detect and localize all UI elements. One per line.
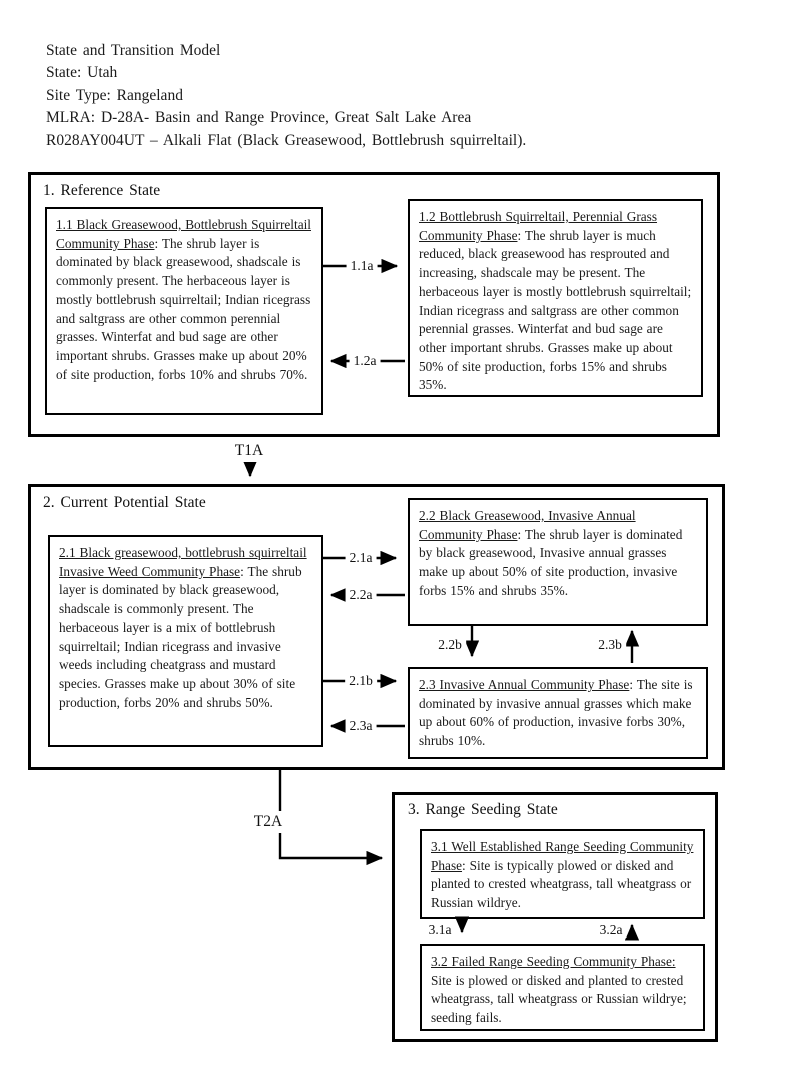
phase-body-2-2: : The shrub layer is dominated by black greasewood, Invasive annual grasses make up about 50% of site production, invasive forbs 15% and shrubs 35%. bbox=[419, 526, 683, 598]
phase-title-1-2: 1.2 Bottlebrush Squirreltail, Perennial Grass Community Phase bbox=[419, 209, 658, 243]
state-box-2-current-potential bbox=[28, 484, 725, 770]
document-header bbox=[46, 40, 756, 152]
transition-label-t2a: T2A bbox=[248, 811, 288, 833]
phase-box-2-1 bbox=[48, 535, 323, 747]
phase-body-1-2: : The shrub layer is much reduced, black greasewood has resprouted and increasing, shadscale may be present. The herbaceous layer is mostly bottlebrush squirreltail; Indian ricegrass and saltgrass are other common perennial grasses. Winterfat and bud sage are other important shrubs. Grasses make up about 50% of site production, forbs 15% and shrubs 35%. bbox=[419, 227, 692, 393]
state-box-3-range-seeding bbox=[392, 792, 718, 1042]
header-line-title: State and Transition Model bbox=[46, 42, 221, 59]
phase-box-2-3 bbox=[408, 667, 708, 759]
pathway-label-3-1a: 3.1a bbox=[425, 922, 456, 938]
pathway-label-3-2a: 3.2a bbox=[596, 922, 627, 938]
header-line-mlra: MLRA: D-28A- Basin and Range Province, Great Salt Lake Area bbox=[46, 109, 472, 127]
pathway-label-1-2a: 1.2a bbox=[350, 353, 381, 369]
header-line-site-type: Site Type: Rangeland bbox=[46, 86, 183, 104]
phase-title-1-1: 1.1 Black Greasewood, Bottlebrush Squirreltail Community Phase bbox=[56, 217, 311, 251]
pathway-label-2-1b: 2.1b bbox=[345, 673, 377, 689]
pathway-label-2-3a: 2.3a bbox=[346, 718, 377, 734]
pathway-label-2-3b: 2.3b bbox=[594, 637, 626, 653]
phase-title-3-1: 3.1 Well Established Range Seeding Community Phase bbox=[431, 839, 694, 873]
phase-body-2-1: : The shrub layer is dominated by black greasewood, shadscale is commonly present. The herbaceous layer is a mix of bottlebrush squirreltail; Indian ricegrass and invasive weeds including cheatgrass and mustard species. Grasses make up about 30% of site production, forbs 20% and shrubs 50%. bbox=[59, 563, 302, 710]
pathway-label-2-2a: 2.2a bbox=[346, 587, 377, 603]
phase-box-3-1 bbox=[420, 829, 705, 919]
state-title-1: 1. Reference State bbox=[43, 182, 161, 199]
arrow-t2a bbox=[280, 770, 382, 858]
phase-box-2-2 bbox=[408, 498, 708, 626]
phase-body-3-1: : Site is typically plowed or disked and planted to crested wheatgrass, tall wheatgrass or Russian wildrye. bbox=[431, 857, 692, 911]
phase-box-1-1 bbox=[45, 207, 323, 415]
header-line-state: State: Utah bbox=[46, 64, 118, 82]
phase-title-2-2: 2.2 Black Greasewood, Invasive Annual Community Phase bbox=[419, 508, 636, 542]
transition-label-t1a: T1A bbox=[229, 440, 269, 462]
phase-body-3-2: Site is plowed or disked and planted to crested wheatgrass, tall wheatgrass or Russian wildrye; seeding fails. bbox=[431, 972, 687, 1026]
phase-body-2-3: : The site is dominated by invasive annual grasses which make up about 60% of production, invasive forbs 30%, shrubs 10%. bbox=[419, 677, 693, 749]
phase-box-3-2 bbox=[420, 944, 705, 1031]
state-title-3: 3. Range Seeding State bbox=[408, 801, 558, 818]
phase-title-2-3: 2.3 Invasive Annual Community Phase bbox=[419, 677, 630, 692]
phase-body-1-1: : The shrub layer is dominated by black greasewood, shadscale is commonly present. The herbaceous layer is mostly bottlebrush squirreltail; Indian ricegrass and saltgrass are other common perennial grasses. Winterfat and bud sage are other important shrubs. Grasses make up about 20% of site production, forbs 10% and shrubs 70%. bbox=[56, 235, 311, 382]
state-title-2: 2. Current Potential State bbox=[43, 494, 206, 511]
pathway-label-1-1a: 1.1a bbox=[347, 258, 378, 274]
phase-title-3-2: 3.2 Failed Range Seeding Community Phase: bbox=[431, 954, 676, 969]
header-line-site-id: R028AY004UT – Alkali Flat (Black Greasewood, Bottlebrush squirreltail). bbox=[46, 131, 527, 149]
phase-box-1-2 bbox=[408, 199, 703, 397]
pathway-label-2-2b: 2.2b bbox=[434, 637, 466, 653]
pathway-label-2-1a: 2.1a bbox=[346, 550, 377, 566]
phase-title-2-1: 2.1 Black greasewood, bottlebrush squirreltail Invasive Weed Community Phase bbox=[59, 545, 307, 579]
state-box-1-reference bbox=[28, 172, 720, 437]
